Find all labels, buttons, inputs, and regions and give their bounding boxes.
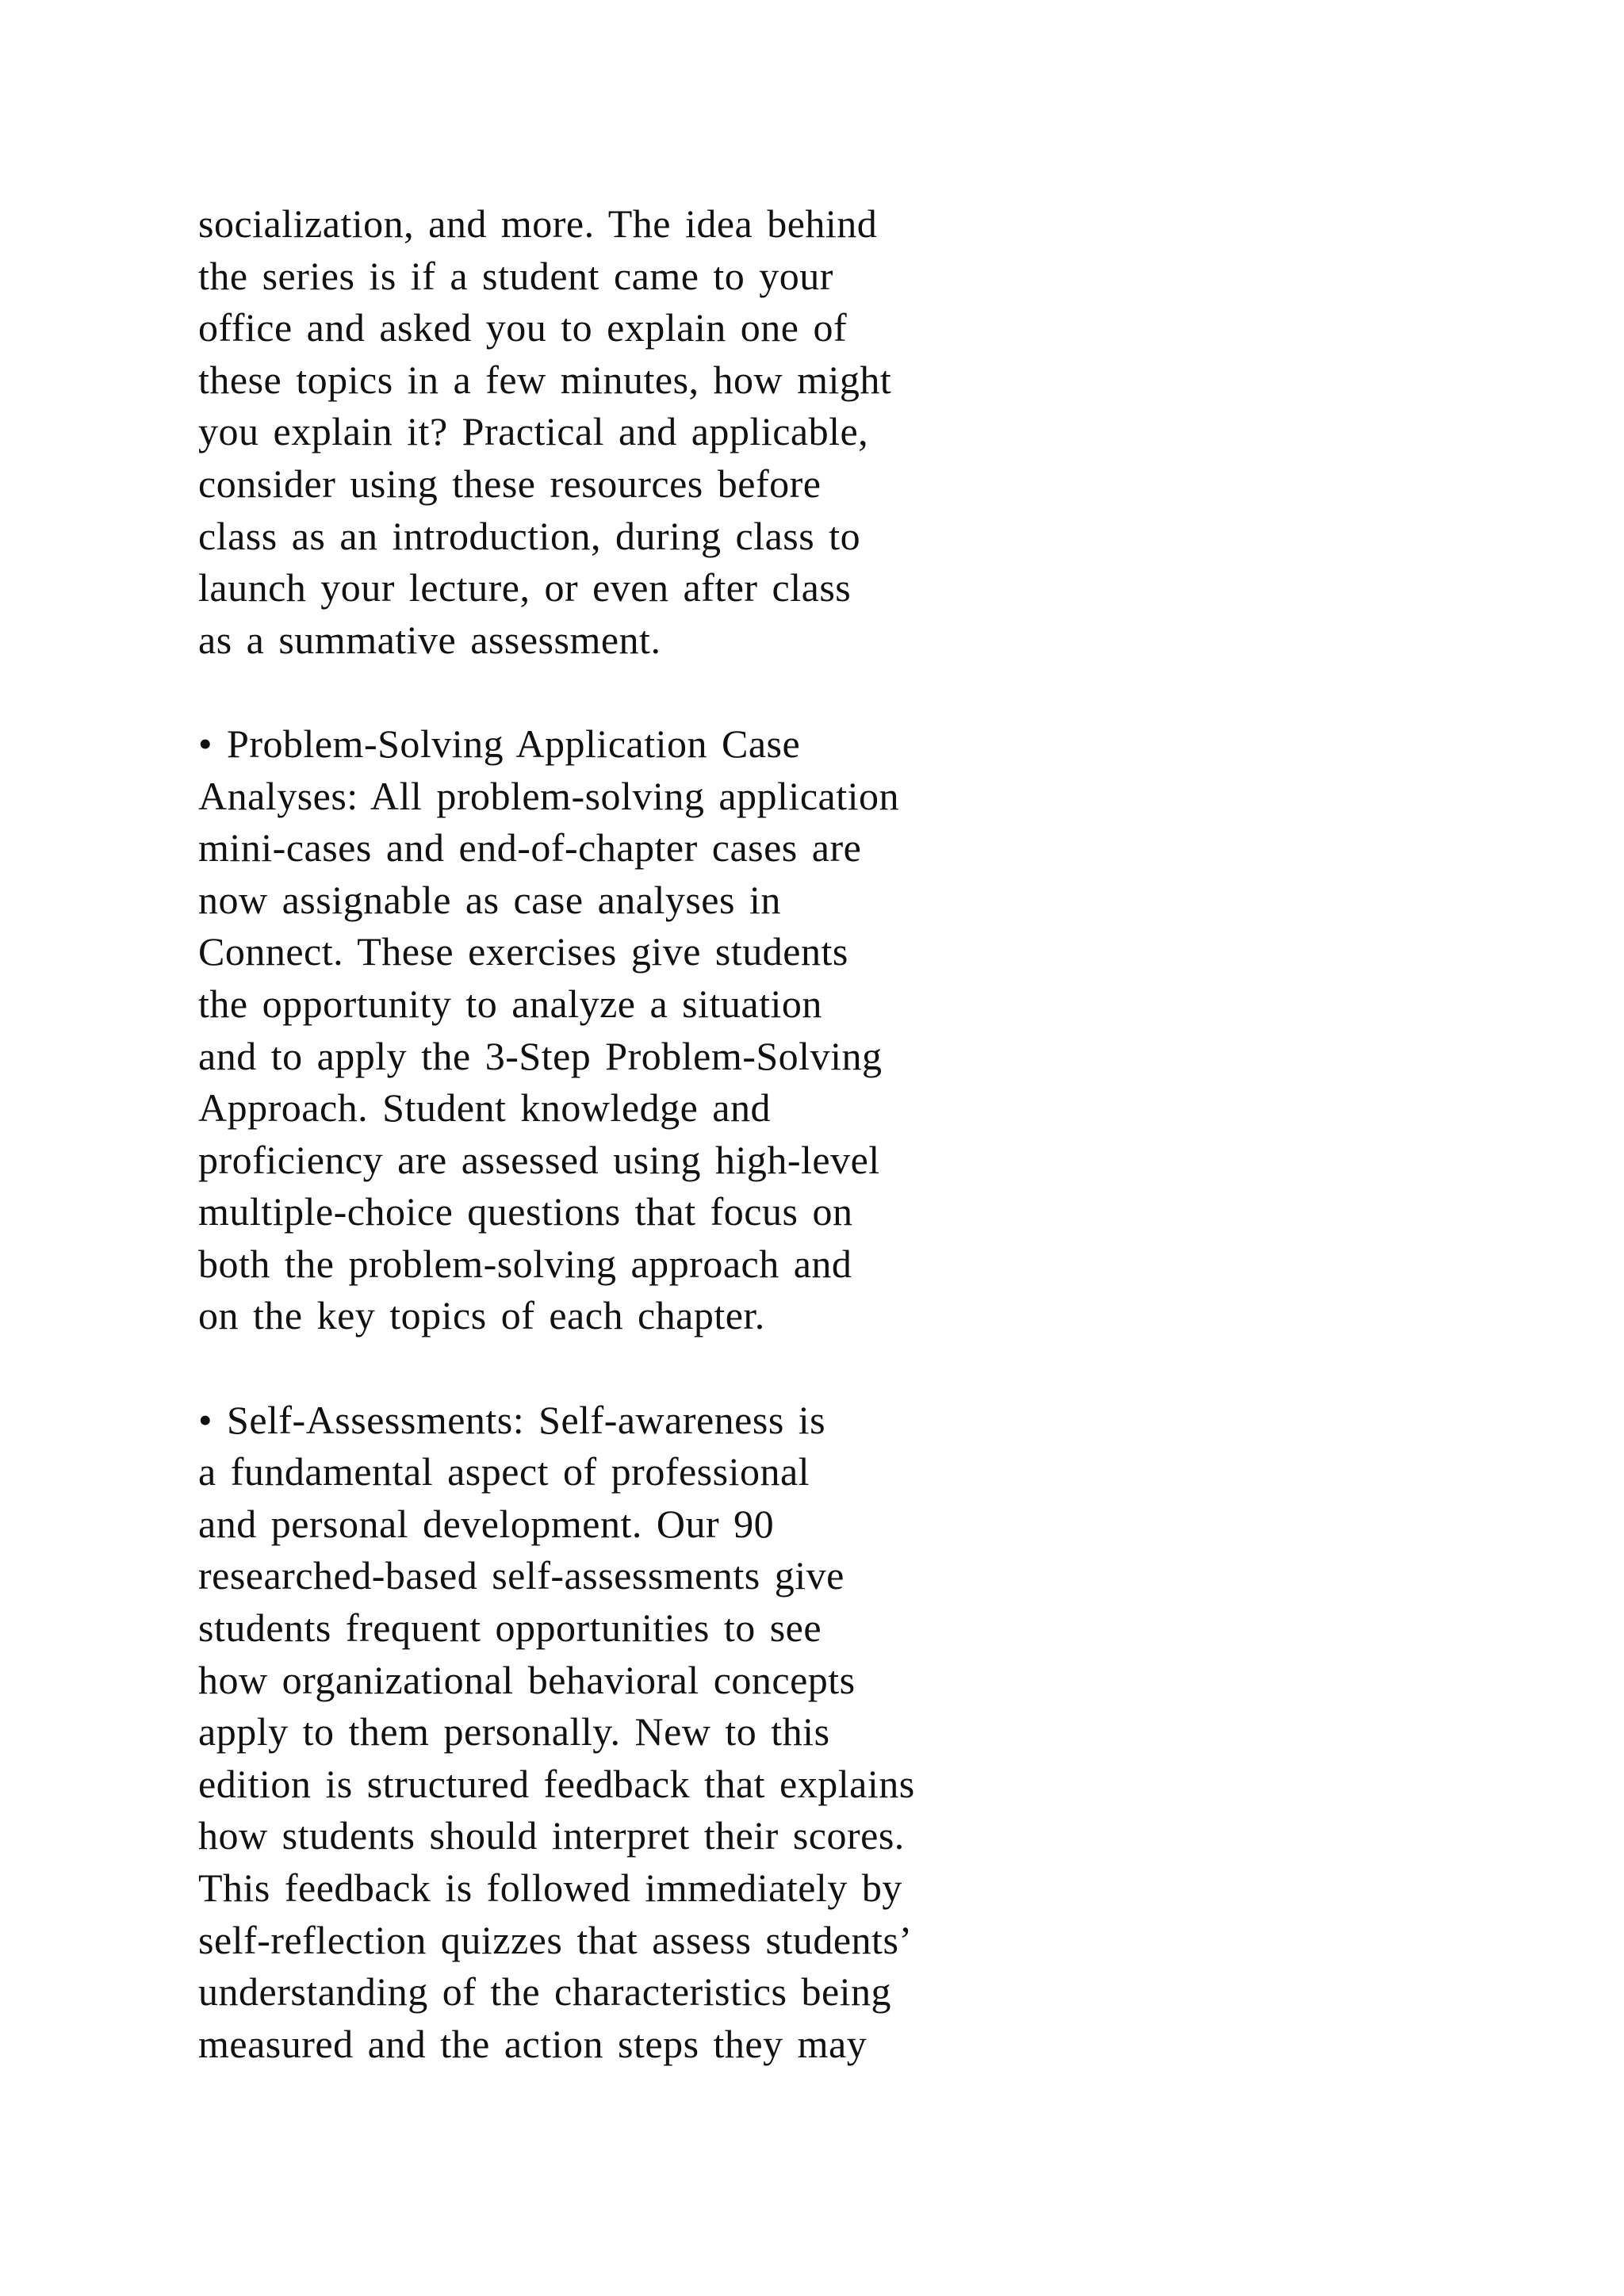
text-line: understanding of the characteristics being (198, 1969, 892, 2015)
text-line: multiple-choice questions that focus on (198, 1189, 853, 1234)
text-line: the series is if a student came to your (198, 253, 833, 298)
text-line: Approach. Student knowledge and (198, 1085, 772, 1131)
text-line: office and asked you to explain one of (198, 305, 848, 350)
text-line: students frequent opportunities to see (198, 1605, 822, 1651)
text-line: researched-based self-assessments give (198, 1553, 845, 1598)
paragraph-self-assessments-bullet (198, 1395, 1467, 2071)
text-line: class as an introduction, during class to (198, 513, 861, 558)
text-line: on the key topics of each chapter. (198, 1293, 765, 1338)
text-line: socialization, and more. The idea behind (198, 201, 878, 246)
text-line: as a summative assessment. (198, 617, 661, 662)
text-line: how students should interpret their scores. (198, 1813, 905, 1858)
text-line: mini-cases and end-of-chapter cases are (198, 825, 862, 871)
text-line: launch your lecture, or even after class (198, 565, 852, 610)
text-line: • Problem-Solving Application Case (198, 721, 801, 766)
paragraph-problem-solving-bullet (198, 718, 1467, 1342)
paragraph-series-intro (198, 198, 1467, 666)
text-line: apply to them personally. New to this (198, 1709, 830, 1755)
text-line: both the problem-solving approach and (198, 1241, 852, 1286)
text-line: This feedback is followed immediately by (198, 1866, 902, 1910)
text-line: • Self-Assessments: Self-awareness is (198, 1397, 826, 1442)
text-line: these topics in a few minutes, how might (198, 357, 892, 402)
text-line: you explain it? Practical and applicable, (198, 409, 869, 454)
text-line: and to apply the 3-Step Problem-Solving (198, 1033, 883, 1078)
text-line: how organizational behavioral concepts (198, 1657, 856, 1702)
text-line: consider using these resources before (198, 461, 822, 506)
text-line: a fundamental aspect of professional (198, 1449, 810, 1494)
text-line: self-reflection quizzes that assess students’ (198, 1917, 913, 1962)
text-line: Analyses: All problem-solving application (198, 773, 899, 818)
text-line: Connect. These exercises give students (198, 929, 848, 974)
text-line: measured and the action steps they may (198, 2021, 868, 2066)
text-line: edition is structured feedback that explains (198, 1761, 915, 1806)
text-line: proficiency are assessed using high-level (198, 1137, 880, 1182)
text-line: now assignable as case analyses in (198, 877, 781, 922)
text-line: the opportunity to analyze a situation (198, 981, 822, 1026)
body-text (198, 198, 1467, 2122)
text-line: and personal development. Our 90 (198, 1501, 775, 1546)
